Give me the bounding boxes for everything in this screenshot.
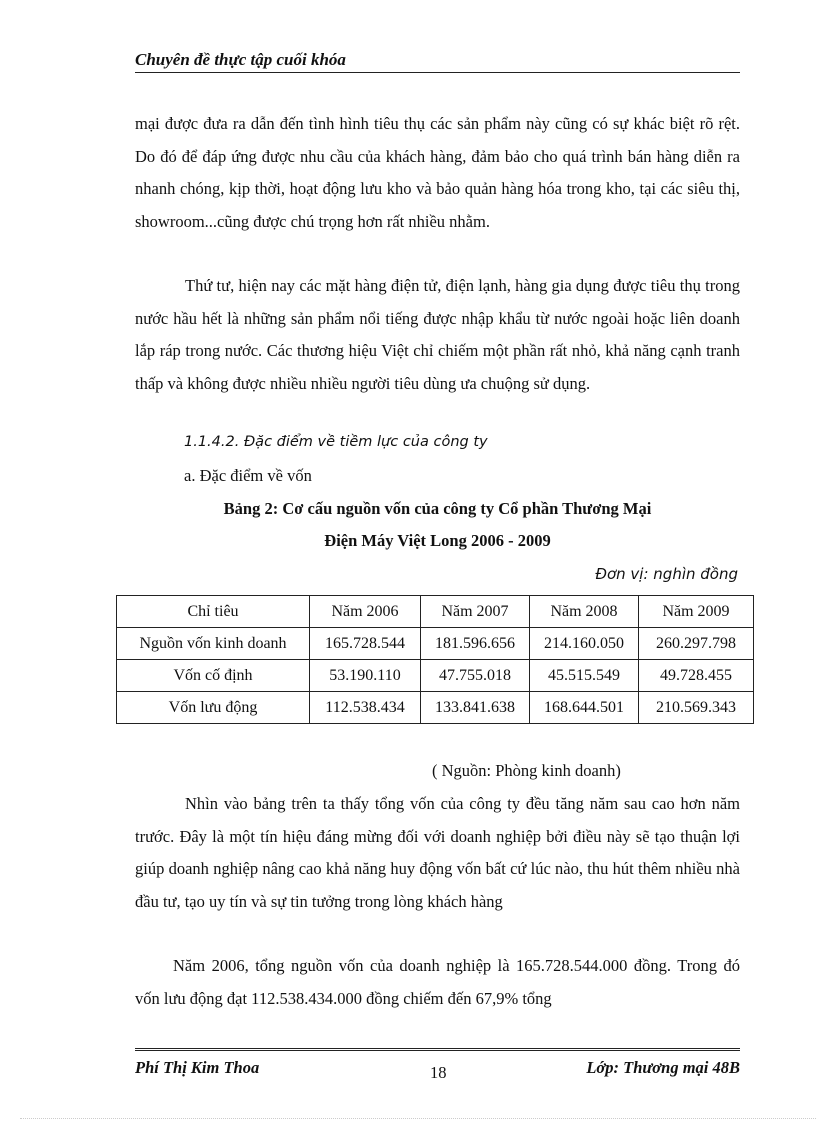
table-cell: Vốn lưu động [117, 692, 310, 724]
table-row [117, 692, 754, 724]
page-edge-divider [20, 1118, 816, 1119]
page-number: 18 [430, 1063, 447, 1082]
table-cell: Nguồn vốn kinh doanh [117, 628, 310, 660]
table-cell: 165.728.544 [310, 628, 421, 660]
footer-author: Phí Thị Kim Thoa [135, 1058, 260, 1077]
table-cell: 181.596.656 [421, 628, 530, 660]
paragraph-4: Năm 2006, tổng nguồn vốn của doanh nghiệp là 165.728.544.000 đồng. Trong đó vốn lưu động đạt 112.538.434.000 đồng chiếm đến 67,9% tổng [135, 956, 740, 1008]
table-cell: 214.160.050 [530, 628, 639, 660]
table-header-cell: Năm 2009 [639, 596, 754, 628]
table-cell: 49.728.455 [639, 660, 754, 692]
page-footer [135, 1048, 740, 1091]
page-header [135, 50, 740, 73]
table-cell: 45.515.549 [530, 660, 639, 692]
table-cell: 168.644.501 [530, 692, 639, 724]
table-row [117, 628, 754, 660]
capital-structure-table [116, 595, 754, 724]
table-source: ( Nguồn: Phòng kinh doanh) [432, 761, 621, 780]
table-cell: 210.569.343 [639, 692, 754, 724]
section-subheading: a. Đặc điểm về vốn [184, 466, 312, 485]
table-header-cell: Năm 2007 [421, 596, 530, 628]
table-cell: 112.538.434 [310, 692, 421, 724]
table-header-cell: Chỉ tiêu [117, 596, 310, 628]
table-cell: 133.841.638 [421, 692, 530, 724]
table-header-cell: Năm 2008 [530, 596, 639, 628]
table-header-row [117, 596, 754, 628]
table-row [117, 660, 754, 692]
table-cell: Vốn cố định [117, 660, 310, 692]
section-heading: 1.1.4.2. Đặc điểm về tiềm lực của công ty [184, 434, 488, 450]
table-cell: 260.297.798 [639, 628, 754, 660]
paragraph-1: mại được đưa ra dẫn đến tình hình tiêu thụ các sản phẩm này cũng có sự khác biệt rõ rệt. Do đó để đáp ứng được nhu cầu của khách hàng, đảm bảo cho quá trình bán hàng diễn ra nhanh chóng, kịp thời, hoạt động lưu kho và bảo quản hàng hóa trong kho, tại các siêu thị, showroom...cũng được chú trọng hơn rất nhiều nhằm. [135, 114, 740, 231]
footer-class: Lớp: Thương mại 48B [586, 1058, 740, 1077]
table-cell: 47.755.018 [421, 660, 530, 692]
paragraph-2: Thứ tư, hiện nay các mặt hàng điện tử, điện lạnh, hàng gia dụng được tiêu thụ trong nước hầu hết là những sản phẩm nổi tiếng được nhập khẩu từ nước ngoài hoặc liên doanh lắp ráp trong nước. Các thương hiệu Việt chỉ chiếm một phần rất nhỏ, khả năng cạnh tranh thấp và không được nhiều nhiều người tiêu dùng ưa chuộng sử dụng. [135, 276, 740, 393]
table-title-line-2: Điện Máy Việt Long 2006 - 2009 [324, 531, 551, 550]
table-title-line-1: Bảng 2: Cơ cấu nguồn vốn của công ty Cổ phần Thương Mại [223, 499, 652, 518]
table-cell: 53.190.110 [310, 660, 421, 692]
header-title: Chuyên đề thực tập cuối khóa [135, 50, 346, 69]
paragraph-3: Nhìn vào bảng trên ta thấy tổng vốn của công ty đều tăng năm sau cao hơn năm trước. Đây là một tín hiệu đáng mừng đối với doanh nghiệp bởi điều này sẽ tạo thuận lợi giúp doanh nghiệp nâng cao khả năng huy động vốn bất cứ lúc nào, thu hút thêm nhiều nhà đầu tư, tạo uy tín và sự tin tưởng trong lòng khách hàng [135, 794, 740, 911]
table-header-cell: Năm 2006 [310, 596, 421, 628]
table-unit: Đơn vị: nghìn đồng [595, 565, 738, 583]
